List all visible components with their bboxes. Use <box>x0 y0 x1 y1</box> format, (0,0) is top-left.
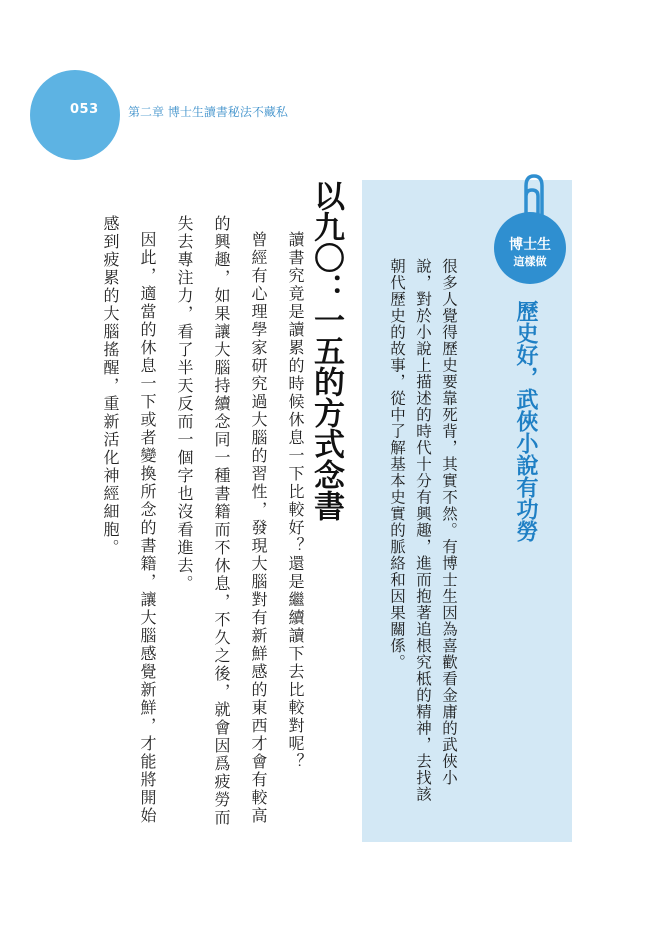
callout-body: 很多人覺得歷史要靠死背，其實不然。有博士生因為喜歡看金庸的武俠小說，對於小說上描述的時代十分有興趣，進而抱著追根究柢的精神，去找該朝代歷史的故事，從中了解基本史實的脈絡和因果關係。 <box>388 258 458 803</box>
paragraph: 曾經有心理學家研究過大腦的習性，發現大腦對有新鮮感的東西才會有較高的興趣，如果讓大腦持續念同一種書籍而不休息，不久之後，就會因爲疲勞而失去專注力，看了半天反而一個字也沒看進去。 <box>175 215 268 827</box>
badge-label: 博士生 <box>509 237 551 253</box>
article-body <box>92 215 314 840</box>
paragraph: 因此，適當的休息一下或者變換所念的書籍，讓大腦感覺新鮮，才能將開始感到疲累的大腦搖醒，重新活化神經細胞。 <box>101 215 157 825</box>
callout-title: 歷史好，武俠小說有功勞 <box>513 300 539 542</box>
badge-sublabel: 這樣做 <box>513 255 547 268</box>
page-number: 053 <box>70 102 99 117</box>
article-heading: 以九〇：一五的方式念書 <box>308 180 344 521</box>
paragraph: 讀書究竟是讀累的時候休息一下比較好？還是繼續讀下去比較對呢？ <box>286 231 305 771</box>
chapter-title: 第二章 博士生讀書秘法不藏私 <box>128 105 288 119</box>
